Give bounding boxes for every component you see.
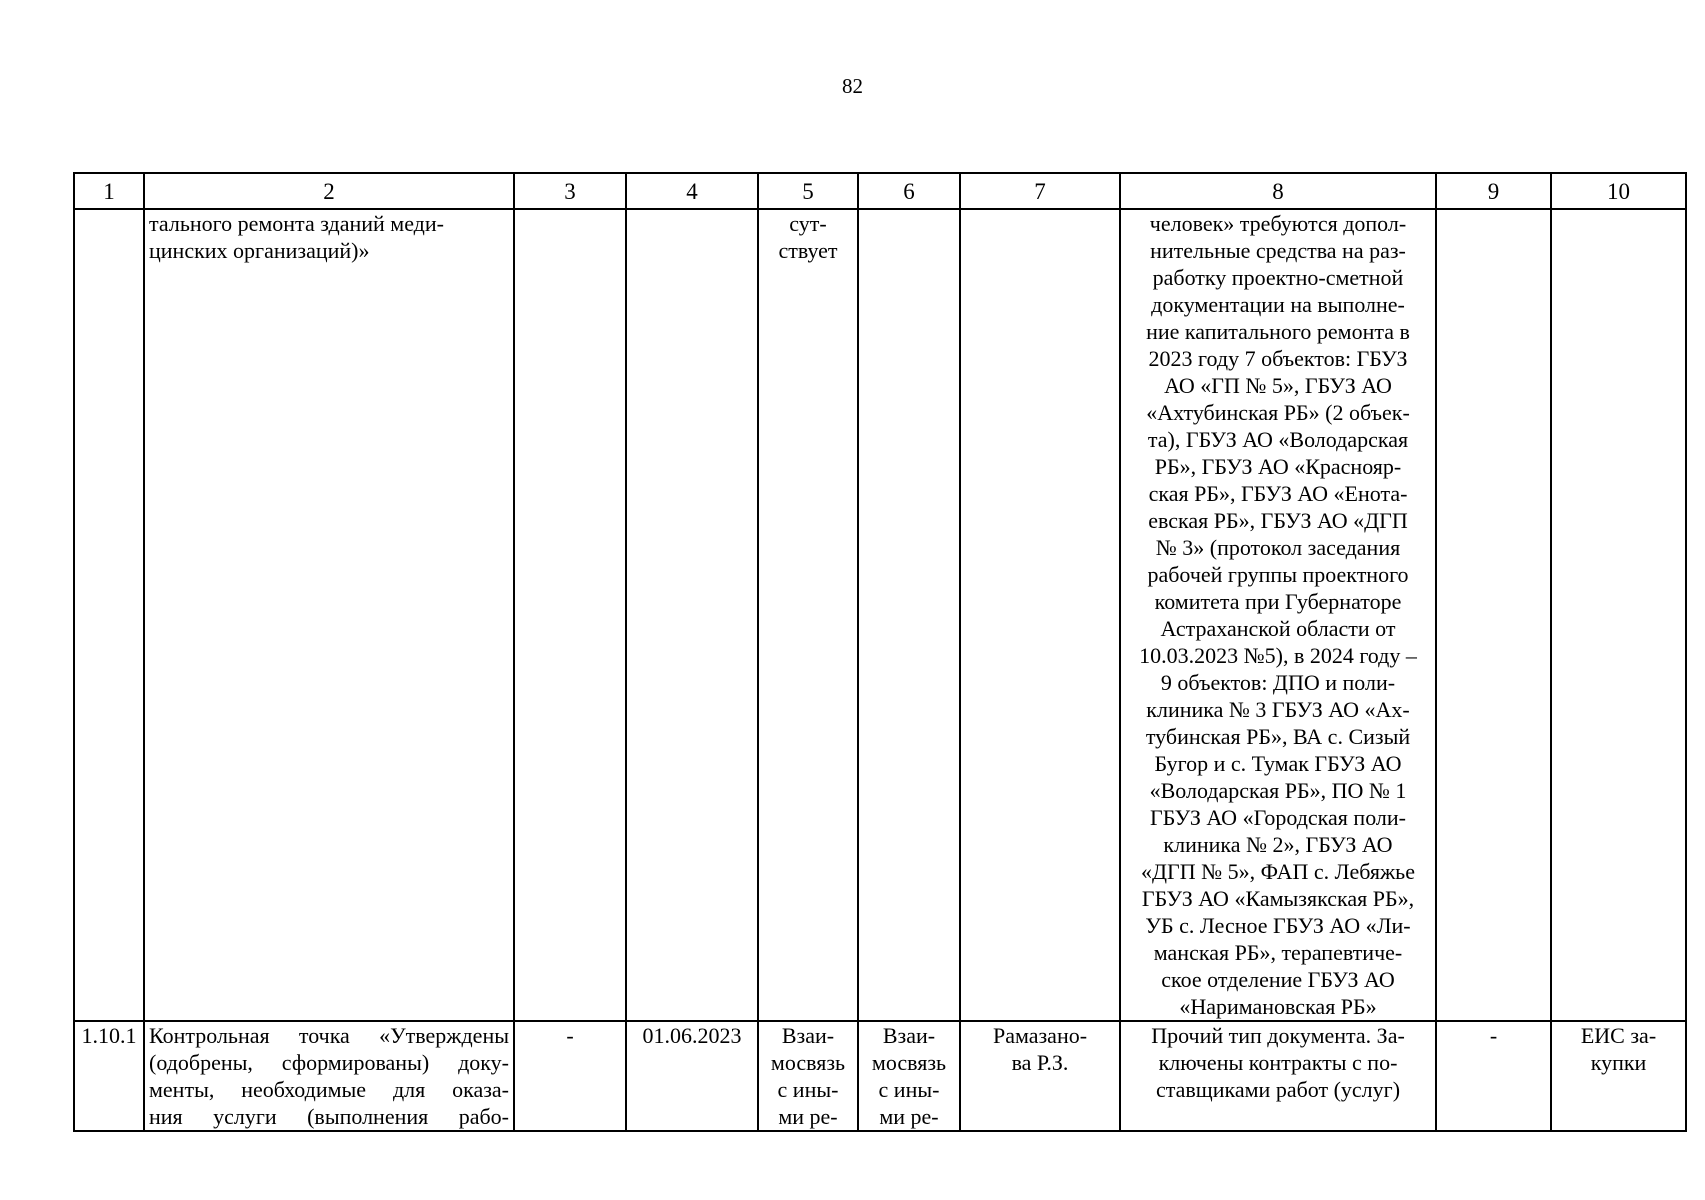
header-col-6: 6 xyxy=(858,173,960,209)
plan-table xyxy=(73,172,1687,1132)
header-col-1: 1 xyxy=(74,173,144,209)
description-line: (одобрены, сформированы) доку- xyxy=(149,1050,509,1075)
cell-description: тального ремонта зданий меди- цинских организаций)» xyxy=(144,209,514,1021)
header-col-10: 10 xyxy=(1551,173,1686,209)
header-row xyxy=(74,173,1686,209)
cell-col-3 xyxy=(514,209,626,1021)
description-line: Контрольная точка «Утверждены xyxy=(149,1023,509,1048)
cell-col-8: человек» требуются допол- нительные средства на раз- работку проектно-сметной документации на выполне- ние капитального ремонта в 2023 году 7 объектов: ГБУЗ АО «ГП № 5», ГБУЗ АО «Ахтубинская РБ» (2 объек- та), ГБУЗ АО «Володарская РБ», ГБУЗ АО «Краснояр- ская РБ», ГБУЗ АО «Енота- евская РБ», ГБУЗ АО «ДГП № 3» (протокол заседания рабочей группы проектного комитета при Губернаторе Астраханской области от 10.03.2023 №5), в 2024 году – 9 объектов: ДПО и поли- клиника № 3 ГБУЗ АО «Ах- тубинская РБ», ВА с. Сизый Бугор и с. Тумак ГБУЗ АО «Володарская РБ», ПО № 1 ГБУЗ АО «Городская поли- клиника № 2», ГБУЗ АО «ДГП № 5», ФАП с. Лебяжье ГБУЗ АО «Камызякская РБ», УБ с. Лесное ГБУЗ АО «Ли- манская РБ», терапевтиче- ское отделение ГБУЗ АО «Наримановская РБ» xyxy=(1120,209,1436,1021)
cell-col-5: Взаи- мосвязь с ины- ми ре- xyxy=(758,1021,858,1131)
cell-col-5: сут- ствует xyxy=(758,209,858,1021)
description-line: менты, необходимые для оказа- xyxy=(149,1077,509,1102)
cell-responsible: Рамазано- ва Р.З. xyxy=(960,1021,1120,1131)
cell-source: ЕИС за- купки xyxy=(1551,1021,1686,1131)
cell-number: 1.10.1 xyxy=(74,1021,144,1131)
cell-date: 01.06.2023 xyxy=(626,1021,758,1131)
page-number: 82 xyxy=(842,74,863,98)
header-col-8: 8 xyxy=(1120,173,1436,209)
cell-col-10 xyxy=(1551,209,1686,1021)
cell-col-6: Взаи- мосвязь с ины- ми ре- xyxy=(858,1021,960,1131)
cell-col-9 xyxy=(1436,209,1551,1021)
cell-col-9: - xyxy=(1436,1021,1551,1131)
cell-description xyxy=(144,1021,514,1131)
cell-number xyxy=(74,209,144,1021)
cell-col-4 xyxy=(626,209,758,1021)
header-col-4: 4 xyxy=(626,173,758,209)
header-col-2: 2 xyxy=(144,173,514,209)
header-col-5: 5 xyxy=(758,173,858,209)
table-row xyxy=(74,209,1686,1021)
description-line: ния услуги (выполнения рабо- xyxy=(149,1104,509,1129)
cell-document-type: Прочий тип документа. За- ключены контракты с по- ставщиками работ (услуг) xyxy=(1120,1021,1436,1131)
cell-col-6 xyxy=(858,209,960,1021)
table-row xyxy=(74,1021,1686,1131)
header-col-9: 9 xyxy=(1436,173,1551,209)
header-col-3: 3 xyxy=(514,173,626,209)
cell-col-3: - xyxy=(514,1021,626,1131)
cell-col-7 xyxy=(960,209,1120,1021)
header-col-7: 7 xyxy=(960,173,1120,209)
